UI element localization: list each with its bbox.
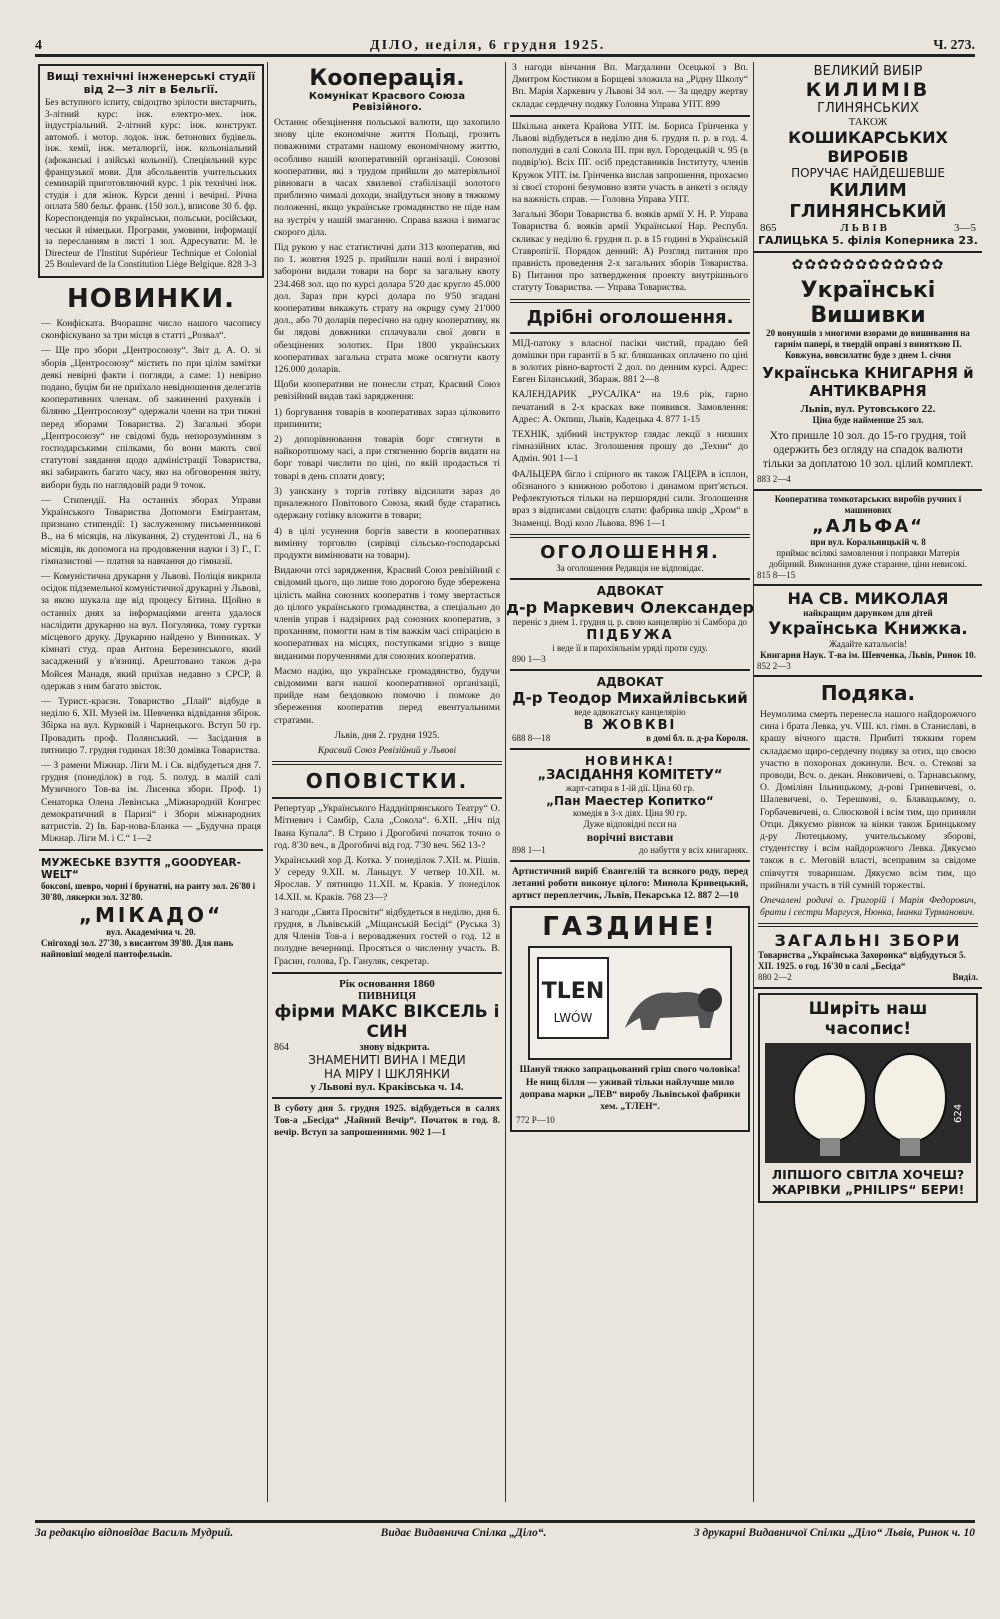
st-nicholas-book: Українська Книжка.	[768, 619, 968, 639]
column-4	[753, 62, 982, 1502]
ads-note: За оголошення Редакція не відповідає.	[556, 562, 704, 573]
lawyer-1-tail: і веде її в парохіяльнім уряді проти суду.	[552, 642, 708, 653]
notice-item: З нагоди „Свята Просвіти“ відбудеться в неділю, дня 6. грудня, в Львівській „Міщанській Бесіді“ (Руська 3) для Членів Тов-а і вероваджених гостей о год. 12 в полудне вечерниці. Просяться о численну участь. В. Грасин, голова, Гр. Гануляк, секретар.	[274, 906, 500, 967]
page-number: 4	[35, 38, 42, 53]
thanks-text: Неумолима смерть перенесла нашого найдорожчого сина і брата Левка, уч. VIII. кл. гімн. в Станиславі, в крашу вічного щастя. Прибиті тяжким горем складаємо щиро-сердечну подяку за отих, що своєю участю в похоронах докинули. Всч. о. Стекові за проводи, Всч. о. декан. Янковичеві, о. Тарнавському, О. Доміліян Ільницькому, д-рові Гриневичеві, о. Шалевичеві, о. Терешкові, о. Блавацькому, о. Горбачевичеві, о. Слюсковой і всім тим, що приняли Отци. Дякуємо рівнож за вінки також Бринцькому д-ру Лютецькому, учительському зборові, студентству і всім найдорожчого Левка. Дякуємо також в с. Меговій власті, всеправим за свідоме співчуття товаришам. Дякуємо всім тим, що прийняли участь в тій сумній торжестві.	[760, 709, 976, 891]
soap-num: 772 Р—10	[516, 1115, 555, 1126]
wine-address: у Львові вул. Краківська ч. 14.	[310, 1080, 464, 1093]
divider	[510, 299, 750, 303]
shoes-text: боксові, шевро, чорні і брунатні, на ранту зол. 26'80 і 30'80, лякерки зол. 32'80.	[41, 881, 256, 903]
play-title-1: „ЗАСІДАННЯ КОМІТЕТУ“	[537, 767, 723, 783]
shoes-ad	[35, 855, 267, 962]
coop-paragraph: 3) уанскану з торгів готівку відсилати зараз до прналежного Повітового Союза, який буде старатись одержану готівку вложити в товари;	[274, 485, 500, 522]
lawyer-2-city: В ЖОВКВІ	[583, 717, 677, 733]
coop-paragraph: Видаючи отсі зарядження, Красвий Союз ревізійний є свідомий цього, що лише тою дорогою буде збережена цілість майна союзних кооператив і тому звертається до цілого українського громадянства, а спеціально до членів управ і надзірних рад союзних кооператив, з проханням, помогти нам в тім важкім часі спірацією в кооперативах на місцях, поступками згідно з вище виданими порученнями для союзних кооператив.	[274, 565, 500, 662]
small-ad: ФАЛЬЦЕРА бігло і спірного як також ГАЦЕРА в ісплон, обізнаного з книжною роботою і динамом прит'яється. Рефлектуються тільки на першорядні сили. Зголошення враз з відписами свідоцтв слати: фабрика шкір „Хром“ в Знаменці. Воді коло Львова. 896 1—1	[512, 468, 748, 529]
general-assembly-title: ЗАГАЛЬНІ ЗБОРИ	[774, 931, 962, 951]
news-item: — З рамени Міжнар. Ліги М. і Св. відбудеться дня 7. грудня (понеділок) в год. 5. полуд. в малій салі Музичного Тов-ва ім. Лисенка збори. Проф. 1) Сенаторка Олена Левінська „Міжнародній Конгрес демократичний в Паризі“ і Збори міжнародних ватристів. 2) Ів. Бар-нова-Бланка — „Будучна праця Міжнар. Ліги М. і С.“ 1—2	[41, 760, 261, 845]
wine-pivnytsia: ПИВНИЦЯ	[357, 989, 417, 1002]
divider	[272, 797, 502, 799]
news-title: НОВИНКИ.	[66, 283, 236, 314]
carpets-address: ГАЛИЦЬКА 5. філія Коперника 23.	[758, 234, 978, 247]
column-2	[267, 62, 506, 1502]
divider	[272, 761, 502, 765]
general-assembly-ad	[754, 931, 982, 989]
wine-firm: фірми МАКС ВІКСЕЛЬ і СИН	[274, 1001, 500, 1042]
wedding-notice: З нагоди вінчання Вп. Магдалини Осецької з Вп. Дмитром Костиком в Борщеві зложила на „Рідну Школу“ Вп. Марія Харкевич у Львові 34 зол. — За щедру жертву складає сердечну подяку Головна Управа УПТ. 899	[512, 62, 748, 110]
carpets-line-4: ТАКОЖ	[848, 116, 888, 128]
divider	[272, 1097, 502, 1099]
column-3	[505, 62, 754, 1502]
play-ad	[506, 754, 754, 856]
philips-num: 624	[953, 1104, 964, 1124]
ads-title: ОГОЛОШЕННЯ.	[540, 541, 720, 563]
divider	[510, 669, 750, 671]
wine-reopen-row	[268, 1042, 506, 1053]
carpets-line-2: КИЛИМІВ	[805, 79, 931, 101]
news-list	[35, 318, 267, 846]
play-new: НОВИНКА!	[584, 753, 676, 768]
news-item: — Турист.-краєзн. Товариство „Плай“ відбуде в неділю 6. XII. Музей ім. Шевченка відвідання збірок. Збірка на вул. Курковій і Чарнецького. Вступ 50 гр. Провадить проф. Полянський. — Засідання в пятницю 7. грудня годинах 18:30 домівка Товариства.	[41, 696, 261, 756]
lawyer-ad-2	[506, 675, 754, 744]
mikado-title: „МІКАДО“	[78, 903, 224, 928]
carpets-line-1: ВЕЛИКИЙ ВИБІР	[813, 64, 923, 79]
notices-title: ОПОВІСТКИ.	[305, 769, 469, 794]
coop-paragraph: Останнє обезцінення польської валюти, що захопило знову ціле економічне життя Польщі, грозить поважними стратами нашому економічному життю, особливо нашій кооперативній організації. Союзові кооперативи, які з трудом прийшли до матеріяльної рівноваги в часах хвилевої стабілізації золотого приблизно чималі доходи, знайдуться знову в тяжкому положенні, якщо українське громадянство не піде нам на зустріч у нашій змаганню. Справа важна і вимагає скорого діла.	[274, 117, 500, 238]
carpets-line-3: ГЛИНЯНСЬКИХ	[817, 101, 919, 116]
assembly-notice: Загальні Збори Товариства б. вояків армії У. Н. Р. Управа Товариства б. вояків армії Української Нар. Республ. скликає у неділю 6. грудня п. р. в 15 годині в Українській Ставропігії. Порядок денний: А) Розгляд питання про правність проведення 2-х загальних зборів Товариства. Б) Питання про затвердження проекту внутрішнього статуту Товариства. — Управа Товариства.	[512, 209, 748, 294]
masthead-date: ДІЛО, неділя, 6 грудня 1925.	[370, 38, 606, 53]
wine-cellar-ad	[268, 978, 506, 1093]
st-nicholas-sub: найкращим дарунком для дітей	[803, 608, 933, 618]
coop-paragraph: 4) в цілі усунення боргів завести в кооперативах вимінну торговлю (сирівці сільсько-господарські продукти вимінювати на товари).	[274, 525, 500, 561]
divider	[510, 860, 750, 862]
divider	[510, 748, 750, 750]
philips-question: ЛІПШОГО СВІТЛА ХОЧЕШ?	[771, 1167, 965, 1183]
logo-text-1: TLEN	[541, 979, 605, 1005]
notice-item: Репертуар „Українського Наддніпрянського Театру“ О. Мітневич і Самбір, Сала „Сокола“. 6.XII. „Ніч під Івана Купала“. В Стрию і Дрогобичі початок точно о год. 8'30 веч., в Дрогобичі від год. 7'30 веч. 562 13-?	[274, 803, 500, 851]
small-ad: ТЕХНІК, здібний інструктор глядає лекції з низших гімназійних клас. Зголошення прошу до „Техни“ до Адмін. 901 1—1	[512, 429, 748, 465]
lawyer-ad-1	[506, 584, 754, 665]
studies-title: Вищі технічні інженерські студії	[46, 70, 256, 83]
embroidery-ad	[754, 278, 982, 491]
lawyer-2-name: Д-р Теодор Михайлівський	[512, 688, 748, 707]
divider	[758, 923, 978, 927]
play-row	[506, 845, 754, 856]
carpets-city-row	[756, 222, 980, 234]
alfa-ad	[754, 491, 982, 586]
carpets-ad	[754, 62, 982, 253]
ornament-row: ✿✿✿✿✿✿✿✿✿✿✿✿	[791, 258, 945, 273]
coop-paragraph: 1) боргування товарів в кооперативах зараз цілковито припинити;	[274, 406, 500, 430]
page-header	[35, 36, 975, 57]
lawyer-1-num: 890 1—3	[512, 653, 546, 664]
small-ad: КАЛЕНДАРИК „РУСАЛКА“ на 19.6 рік, гарно печатаний в 2-х красках вже появився. Замовлення: Адрес: А. Окпиш, Львів, Кадецька 4. 877 1-15	[512, 389, 748, 425]
school-notice: Шкільна анкета Крайова УПТ. ім. Бориса Грінченка у Львові відбудеться в неділю дня 6. грудня п. р. в год. 4. пополудні в салі Сокола III. при вул. Городецькій ч. 95 (в подвір'ю). Всіх ПГ. осіб представників Інституту, членів Кружок УПТ. ім. Грінченка вислав запрошення, прохаємо зі своєї стороні безумовно взяти участь в анкеті з огляду на важність справ. — Головна Управа УПТ.	[512, 120, 748, 206]
mikado-address: вул. Академічна ч. 20.	[106, 927, 196, 938]
wine-line2: НА МІРУ І ШКЛЯНКИ	[324, 1066, 450, 1081]
divider	[510, 578, 750, 580]
embroidery-title: Українські Вишивки	[800, 278, 936, 328]
issue-number: Ч. 273.	[933, 38, 975, 53]
embroidery-price: Ціна буде найменше 25 зол.	[812, 415, 924, 425]
coop-signature: Красвий Союз Ревізійний у Львові	[317, 744, 457, 756]
lawyer-2-num: 688 8—18	[512, 732, 551, 743]
general-assembly-sign: Виділ.	[952, 972, 978, 983]
carpets-city: ЛЬВІВ	[840, 222, 890, 234]
play-tail: до набуття у всіх книгарнях.	[638, 844, 748, 855]
embroidery-text: 20 вонуишів з многими взорами до вишивання на гарнім папері, в твердій оправі з виняткою П. Ковжуна, вовсилатис буде з днем 1. січня	[766, 328, 970, 360]
philips-ad	[758, 993, 978, 1203]
cooperation-title: Кооперація.	[309, 66, 465, 91]
studies-subtitle: від 2—3 літ в Бельгії.	[83, 83, 219, 96]
divider	[39, 849, 263, 851]
play-sub-1: жарт-сатира в 1-ій дії. Ціна 60 гр.	[565, 782, 695, 793]
divider	[510, 332, 750, 334]
lawyer-2-address: в домі бл. п. д-ра Короля.	[646, 732, 748, 743]
carpets-line-6: ПОРУЧАЄ НАЙДЕШЕВШЕ	[791, 166, 945, 180]
lawyer-1-head: АДВОКАТ	[596, 583, 664, 598]
mikado-text: Снігоході зол. 27'30, з висантом 39'80. Для пань найновіші моделі пантофельків.	[41, 938, 234, 960]
play-num: 898 1—1	[512, 844, 546, 855]
soap-title: ГАЗДИНЕ!	[542, 912, 718, 943]
thanks-signature: Опечалені родичі о. Григорій і Марія Федорович, брати і сестри Маргуся, Нюнка, Іванка Турманович.	[760, 895, 976, 919]
footer-editor: За редакцію відповідає Василь Мудрий.	[35, 1527, 234, 1539]
coop-paragraph: Маємо надію, що українське громадянство, будучи свідомими ваги нашої кооперативної організації, прийде нам бездовкою помочю і поможе до збереження кооператив перед евентуальними стратами.	[274, 665, 500, 726]
general-assembly-num: 880 2—2	[758, 972, 792, 983]
lawyer-2-row	[506, 733, 754, 744]
st-nicholas-catalog: Жадайте катальогів!	[828, 639, 908, 649]
alfa-name: „АЛЬФА“	[811, 516, 925, 537]
embroidery-address: Львів, вул. Рутовського 22.	[800, 403, 936, 415]
wine-num: 864	[274, 1041, 289, 1053]
news-item: — Стипендії. На останніх зборах Управи Українського Товариства Допомоги Емігрантам, признано стипендії: 1) заслуженому письменникові В., на 6 місяців, на лікування, 2) студентові Л., на 6 місяців, як допомога на продовження науки і 3) Г., Г. гімназистові — платня за навчання до гімназії.	[41, 494, 261, 567]
lawyer-1-city: ПІДБУЖА	[586, 627, 674, 643]
notice-item: Український хор Д. Котка. У понеділок 7.XII. м. Рішів. У середу 9.XII. м. Ланьцут. У четвер 10.XII. м. Ярослав. У пятницю 11.XII. м. Краків. У понеділок 14.XII. м. Краків. 768 23—?	[274, 854, 500, 903]
st-nicholas-ad	[754, 586, 982, 677]
artist-ad: Артистичний виріб Євангелій та всякого роду, перед летанні роботи виконує цілого: Минола Кривецький, артист переплетчик, Львів, Пекарська 12. 887 2—10	[512, 865, 748, 902]
lightbulb-icon	[765, 1043, 971, 1163]
wine-year: Рік основання 1860	[339, 977, 435, 990]
carpets-num-2: 3—5	[954, 222, 976, 234]
carpets-num: 865	[760, 222, 777, 234]
carpets-line-5: КОШИКАРСЬКИХ ВИРОБІВ	[788, 128, 948, 166]
lawyer-1-name: д-р Маркевич Олександер	[506, 597, 754, 617]
coop-paragraph: 2) допорівнювання товарів борг стягнути в найкоротшому часі, а при стягненню боргів видати на борг товарі числити по ціні, по якій продається ті товарі в день сплати довгу;	[274, 434, 500, 482]
divider	[510, 115, 750, 117]
play-title-2: „Пан Маестер Копитко“	[546, 793, 714, 808]
st-nicholas-num: 852 2—3	[757, 661, 791, 671]
news-item: — Комуністична друкарня у Львові. Поліція викрила осідок підземельної комуністичної друкарні у Львові, за якою шукала ще від процесу Бітина. Щойно в останніх днях за інформаціями агента удалося наслідити друкарню на вул. Погулянка, тому гуртки місцевого друку. Друкарню найдено у Винниках. У кімнаті студ. прав Антона Березинського, який засаджений у в'язниці. Арештовано також д-ра Мойсея Манадя, який приїхав недавно з СРСР, й одержав з ним багато звісток.	[41, 570, 261, 692]
news-item: — Ще про збори „Центросоюзу“. Звіт д. А. О. зі зборів „Центросоюзу“ містить по при цілім замітки деякі невірні факти і погляди, а саме: 1) невірно подано, буцім би не приїхало невідношення делегатів кооперативних членам. об зажиненні рахунків і біляню „Центросоюзу“ одержали члени на три тижні перед зборами Товариства. 2) Загальні збори „Центросоюзу“ не свідомі будь непорозумінням з господарськими спілками, бо вони мають свої статутові завдання щодо адміністрації Товариства, які забирають багато часу, яко на обговорення звіту, вибори будь по наглядовій ради 9 точок.	[41, 345, 261, 491]
alfa-text: приймає всілякі замовлення і поправки Матерія добірний. Виконання дуже старанне, ціни невисокі.	[768, 548, 968, 569]
shoes-title: МУЖЕСЬКЕ ВЗУТТЯ „GOODYEAR-WELT“	[41, 857, 241, 882]
embroidery-shop: Українська КНИГАРНЯ й АНТИКВАРНЯ	[762, 364, 974, 400]
coop-sign-date: Львів, дня 2. грудня 1925.	[334, 729, 440, 741]
wine-reopen: знову відкрита.	[359, 1041, 430, 1053]
general-assembly-text: Товариства „Українська Захоронка“ відбудуться 5. XII. 1925. о год. 16'30 в салі „Бесіда“	[758, 950, 966, 972]
small-ads-title: Дрібні оголошення.	[526, 306, 734, 328]
st-nicholas-shops: Книгарня Наук. Т-ва ім. Шевченка, Львів, Ринок 10.	[760, 650, 976, 660]
lawyer-2-text: веде адвокатську канцелярію	[574, 706, 686, 717]
studies-text: Без вступного іспиту, свідоцтво зрілости вистарчить, 3-літний курс: інж. електро-мех. інж. індустріальний. 2-літний курс: інж. конструкт. автомоб. і мотор. лодок. інж. бетонових будівель. інж. хемії, інж. металюргії, інж. кольоніальний (афоканські і азійські кольонії). Спеціяльний курс французької мови. Для абсольвентів учительських семинарій приготовляючий курс. 1 рік технічні інж. студія і для жінок. Курси денні і вечірні. Річна оплата 580 бельг. франк. (150 зол.), вписове 30 б. фр. Кореспонденція по українськи, польськи, російськи, чеськи й німецьки. Програми, умовини, інформації за пересланням в листі 1 зол. Адресувати: M. le Directeur de l'Institut Supérieur Technique et Colonial 25 Boulevard de la Constitution Liège Belgique. 828 3-3	[45, 98, 257, 271]
embroidery-num: 883 2—4	[757, 474, 791, 484]
alfa-head: Кооператива томкотарських виробів ручних і машинових	[774, 494, 962, 515]
philips-answer: ЖАРІВКИ „PHILIPS“ БЕРИ!	[771, 1182, 965, 1198]
st-nicholas-title: НА СВ. МИКОЛАЯ	[787, 589, 949, 608]
tlen-logo-lion-icon	[528, 946, 732, 1060]
alfa-num: 815 8—15	[757, 570, 796, 580]
lawyer-2-head: АДВОКАТ	[596, 674, 664, 689]
news-item: — Конфіската. Вчорашнє число нашого часопису сконфіскувано за три місця в статті „Розвал“.	[41, 317, 261, 342]
alfa-address: при вул. Коральницькій ч. 8	[810, 537, 926, 547]
thanks-title: Подяка.	[820, 681, 916, 705]
cooperation-subtitle: Комунікат Красвого Союза Ревізійного.	[308, 91, 466, 113]
footer-publisher: Видає Видавнича Спілка „Діло“.	[380, 1527, 547, 1539]
studies-ad	[38, 64, 264, 278]
soap-ad	[510, 906, 750, 1132]
footer-printer: З друкарні Видавничої Спілки „Діло“ Львів, Ринок ч. 10	[693, 1527, 975, 1539]
column-1	[35, 62, 267, 1502]
coop-paragraph: Щоби кооперативи не понесли страт, Красвий Союз ревізійний видав такі зарядження:	[274, 379, 500, 403]
tea-evening: В суботу дня 5. грудня 1925. відбудеться в салях Тов-а „Бесіда“ „Чайний Вечір“. Початок в год. 8. вечір. Вступ за запрошеннями. 902 1—1	[274, 1102, 500, 1139]
play-sub-2: комедія в 3-х діях. Ціна 90 гр.	[572, 807, 687, 818]
wine-line1: ЗНАМЕНИТІ ВИНА І МЕДИ	[308, 1052, 466, 1067]
logo-text-2: LWÓW	[553, 1011, 593, 1026]
page-footer	[35, 1520, 975, 1539]
embroidery-text-2: Хто пришле 10 зол. до 15-го грудня, той одержить без огляду на спадок валюти тільки за доплатою 10 зол. цілий комплект.	[762, 430, 974, 470]
divider	[272, 972, 502, 974]
small-ad: МІД-патоку з власної пасіки чистий, прадаю бей домішки при гарантії в 5 кг. бляшанках оплачено по ціні в золотих рівно-вартості 2 дол. по денним курсі. Адрес: Евген Біланський, Збараж. 881 2—8	[512, 337, 748, 386]
play-evening: ворічні вистави	[586, 829, 674, 844]
general-assembly-row	[758, 972, 978, 983]
play-note: Дуже відповідні пєси на	[583, 818, 677, 829]
soap-text: Шануй тяжко запрацьований гріш свого чоловіка! Не нищ білля — уживай тільки найлучше мило доправа марки „ЛЕВ“ виробу Львівської фабрики хем. „TЛЕН“.	[519, 1064, 741, 1112]
coop-paragraph: Під рукою у нас статистичні дати 313 кооператив, які по 1. жовтня 1925 р. прийшли наші волі і виразної заборони видали товари на борг за загальну квоту 234.468 зол. що по курсі долара 5'20 дає круглo 45.000 дол. Зараз при курсі долара по 9'50 згадані кооперативи викажуть страту на окрugу суму 21'000 дол., або 70 доларів пересічно на одну кооперативу, як би лядові довжники сплачували свої довги в обезцінених золотих. При 1800 українських кооперативах загальна страта може осягнути квоту 126.000 доларів.	[274, 242, 500, 376]
divider	[510, 534, 750, 538]
spread-paper: Ширіть наш часопис!	[808, 999, 928, 1040]
lawyer-1-text: переніс з днем 1. грудня ц. р. свою канцелярію зі Самбора до	[512, 616, 748, 627]
carpets-line-7: КИЛИМ ГЛИНЯНСЬКИЙ	[789, 180, 947, 222]
